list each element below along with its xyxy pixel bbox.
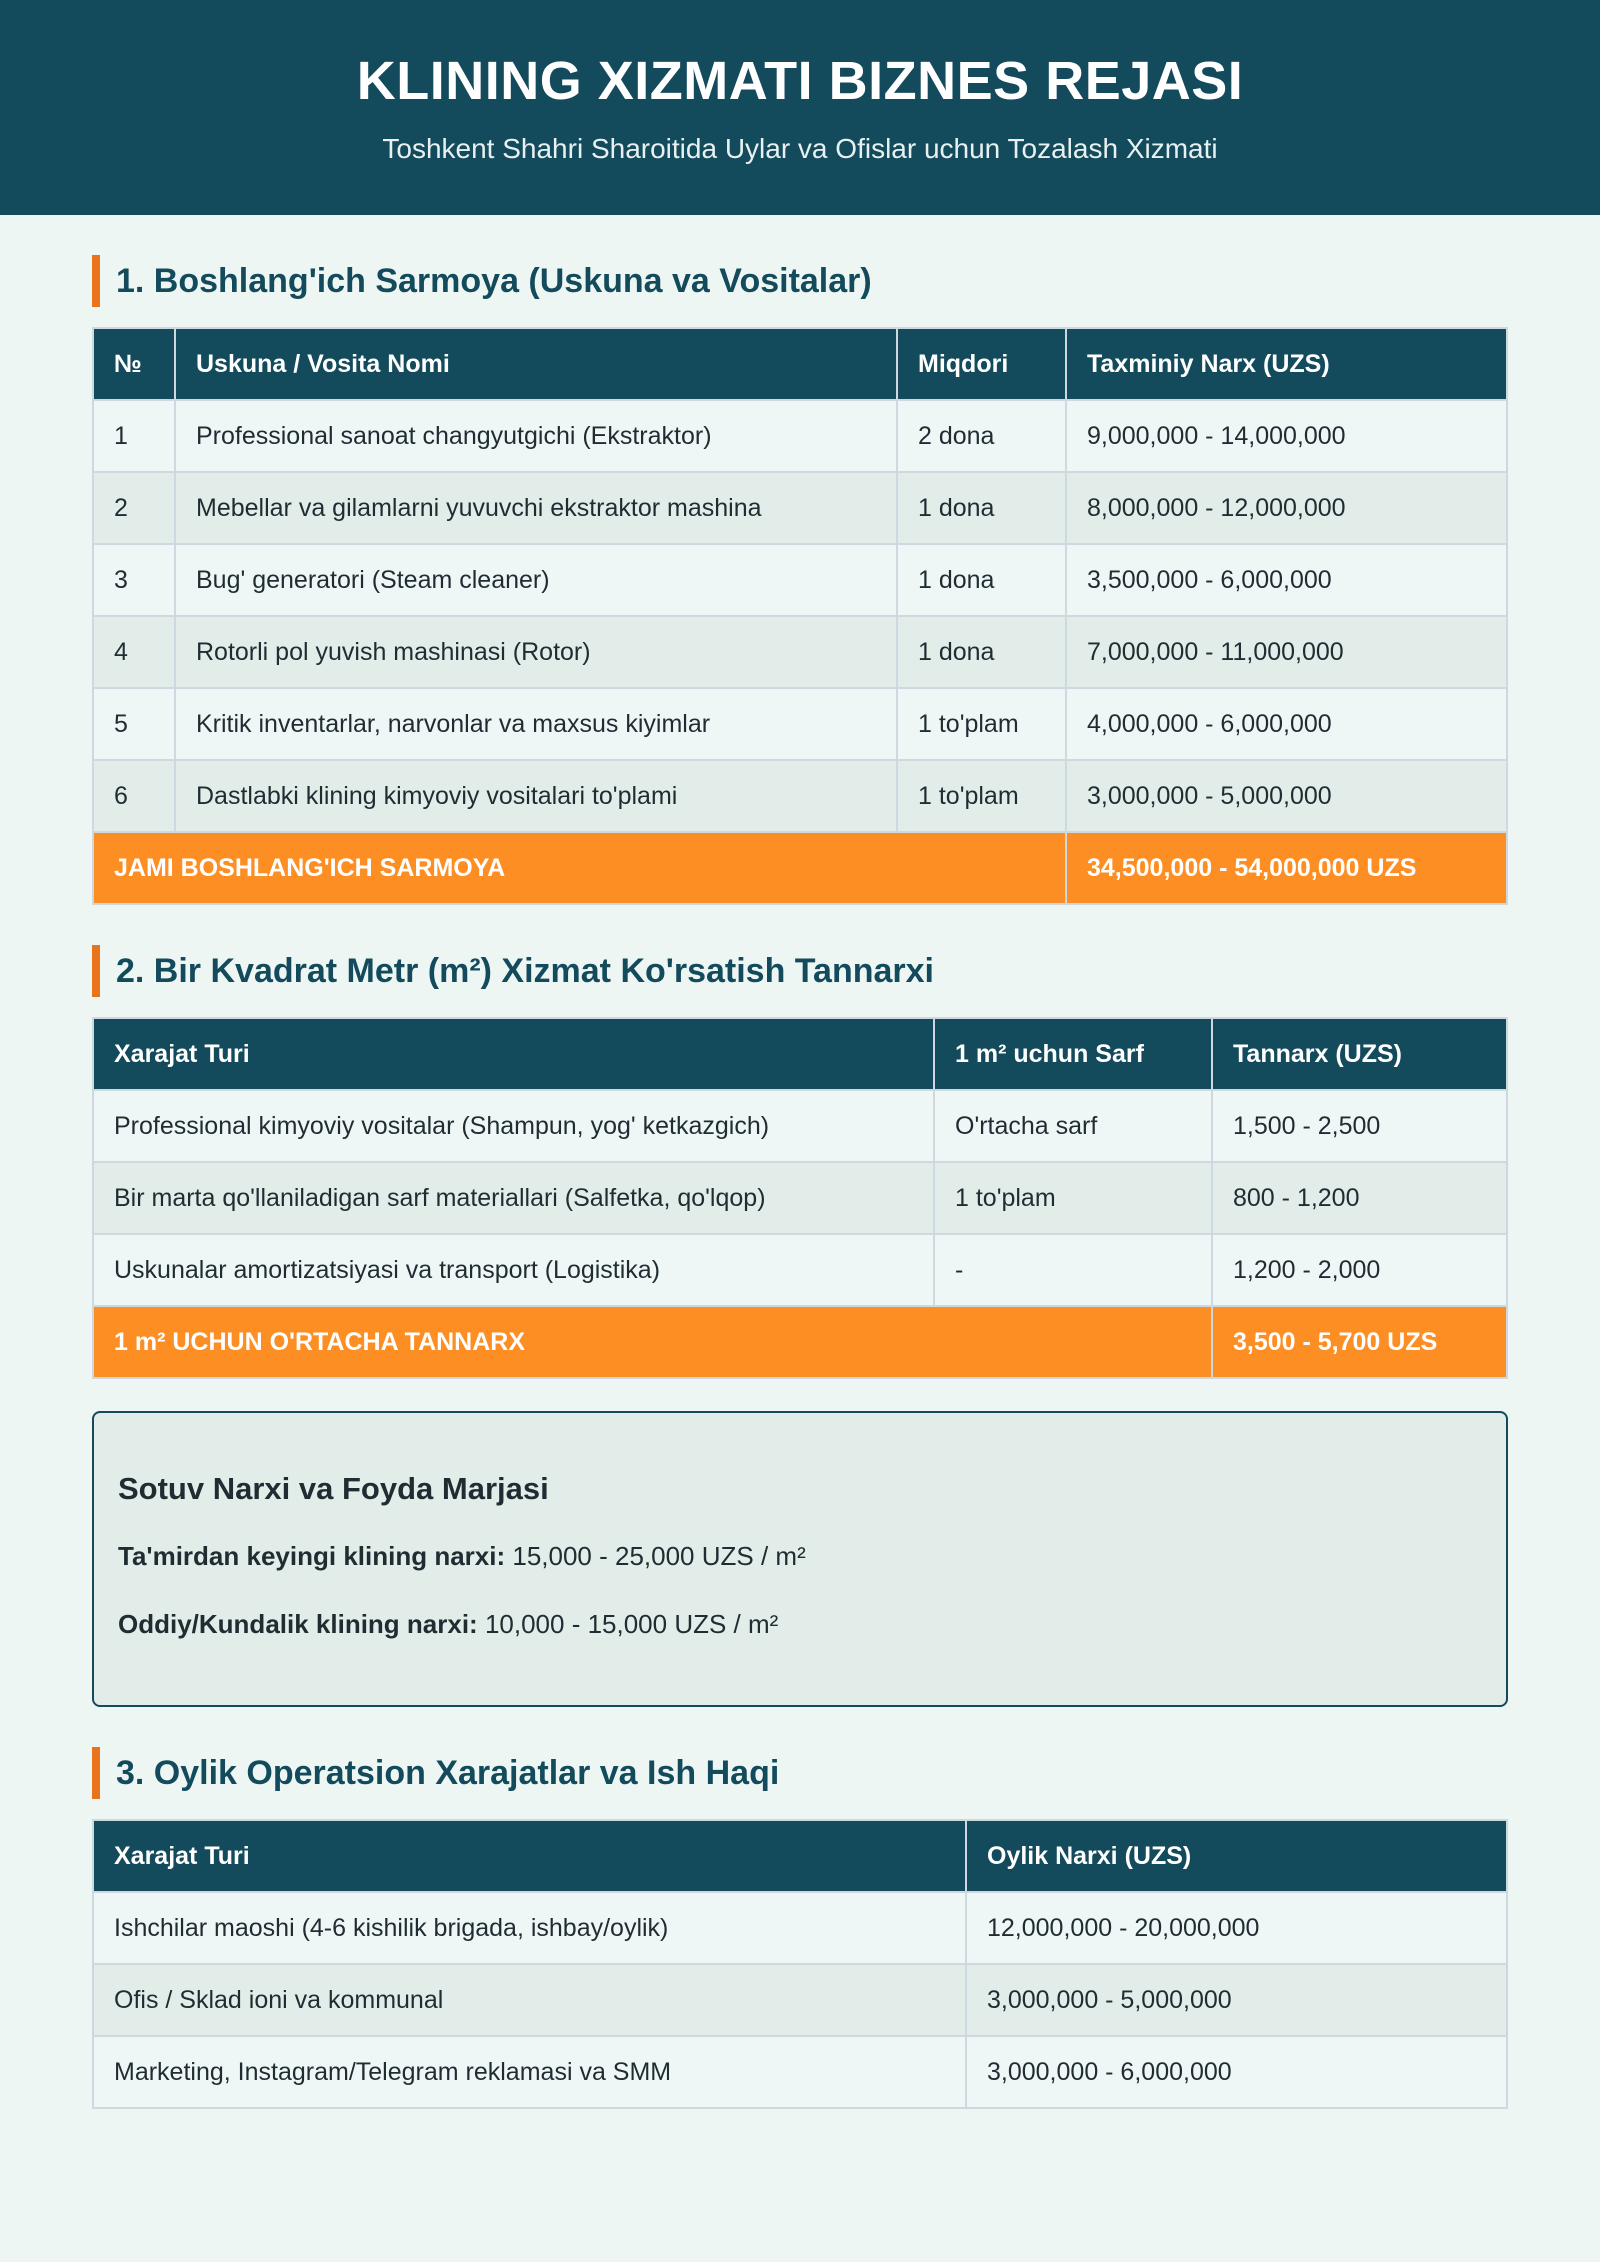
table-cell: Dastlabki klining kimyoviy vositalari to'plami: [175, 760, 897, 832]
table-cell: 1 dona: [897, 616, 1066, 688]
table-cell: -: [934, 1234, 1212, 1306]
table-cell: 1,200 - 2,000: [1212, 1234, 1507, 1306]
table-row: [93, 688, 1507, 760]
table-row: [93, 1234, 1507, 1306]
table-cell: Rotorli pol yuvish mashinasi (Rotor): [175, 616, 897, 688]
table-cell: 3,000,000 - 6,000,000: [966, 2036, 1507, 2108]
table-cell: 3,000,000 - 5,000,000: [966, 1964, 1507, 2036]
table-row: [93, 2036, 1507, 2108]
table-header-row: [93, 1018, 1507, 1090]
pricing-line-renovation: [118, 1539, 1482, 1573]
table-cell: 1: [93, 400, 175, 472]
unit-cost-table: [92, 1017, 1508, 1379]
total-value: 34,500,000 - 54,000,000 UZS: [1066, 832, 1507, 904]
table-row: [93, 760, 1507, 832]
table-row: [93, 544, 1507, 616]
table-cell: Professional sanoat changyutgichi (Ekstraktor): [175, 400, 897, 472]
total-label: 1 m² UCHUN O'RTACHA TANNARX: [93, 1306, 1212, 1378]
total-label: JAMI BOSHLANG'ICH SARMOYA: [93, 832, 1066, 904]
section-title-unit-cost: 2. Bir Kvadrat Metr (m²) Xizmat Ko'rsatish Tannarxi: [92, 945, 1508, 997]
table-cell: Marketing, Instagram/Telegram reklamasi va SMM: [93, 2036, 966, 2108]
table-cell: Ishchilar maoshi (4-6 kishilik brigada, ishbay/oylik): [93, 1892, 966, 1964]
pricing-value: 15,000 - 25,000 UZS / m²: [512, 1541, 806, 1571]
total-row: [93, 1306, 1507, 1378]
column-header: Miqdori: [897, 328, 1066, 400]
total-value: 3,500 - 5,700 UZS: [1212, 1306, 1507, 1378]
column-header: Tannarx (UZS): [1212, 1018, 1507, 1090]
page-header: [0, 0, 1600, 215]
table-cell: 1,500 - 2,500: [1212, 1090, 1507, 1162]
table-row: [93, 472, 1507, 544]
page-subtitle: Toshkent Shahri Sharoitida Uylar va Ofislar uchun Tozalash Xizmati: [382, 133, 1218, 164]
total-row: [93, 832, 1507, 904]
pricing-label: Oddiy/Kundalik klining narxi:: [118, 1609, 478, 1639]
table-cell: 1 to'plam: [897, 760, 1066, 832]
pricing-title: Sotuv Narxi va Foyda Marjasi: [118, 1471, 549, 1506]
section-title-investment: 1. Boshlang'ich Sarmoya (Uskuna va Vositalar): [92, 255, 1508, 307]
table-cell: 800 - 1,200: [1212, 1162, 1507, 1234]
main-content: [0, 255, 1600, 2109]
table-cell: Bug' generatori (Steam cleaner): [175, 544, 897, 616]
table-cell: 3,000,000 - 5,000,000: [1066, 760, 1507, 832]
table-row: [93, 1964, 1507, 2036]
table-cell: Uskunalar amortizatsiyasi va transport (Logistika): [93, 1234, 934, 1306]
table-cell: 5: [93, 688, 175, 760]
table-cell: 1 dona: [897, 472, 1066, 544]
table-cell: 7,000,000 - 11,000,000: [1066, 616, 1507, 688]
table-cell: Ofis / Sklad ioni va kommunal: [93, 1964, 966, 2036]
column-header: 1 m² uchun Sarf: [934, 1018, 1212, 1090]
column-header: №: [93, 328, 175, 400]
pricing-box: [92, 1411, 1508, 1707]
table-cell: 4: [93, 616, 175, 688]
column-header: Taxminiy Narx (UZS): [1066, 328, 1507, 400]
table-header-row: [93, 1820, 1507, 1892]
table-cell: 9,000,000 - 14,000,000: [1066, 400, 1507, 472]
table-row: [93, 616, 1507, 688]
table-header-row: [93, 328, 1507, 400]
page-title: KLINING XIZMATI BIZNES REJASI: [356, 51, 1244, 111]
pricing-label: Ta'mirdan keyingi klining narxi:: [118, 1541, 506, 1571]
table-cell: Professional kimyoviy vositalar (Shampun, yog' ketkazgich): [93, 1090, 934, 1162]
column-header: Uskuna / Vosita Nomi: [175, 328, 897, 400]
table-cell: 12,000,000 - 20,000,000: [966, 1892, 1507, 1964]
column-header: Xarajat Turi: [93, 1820, 966, 1892]
table-cell: 1 to'plam: [897, 688, 1066, 760]
table-cell: 1 dona: [897, 544, 1066, 616]
column-header: Oylik Narxi (UZS): [966, 1820, 1507, 1892]
table-row: [93, 400, 1507, 472]
column-header: Xarajat Turi: [93, 1018, 934, 1090]
section-title-monthly-costs: 3. Oylik Operatsion Xarajatlar va Ish Haqi: [92, 1747, 1508, 1799]
monthly-costs-table: [92, 1819, 1508, 2109]
table-cell: Mebellar va gilamlarni yuvuvchi ekstraktor mashina: [175, 472, 897, 544]
table-cell: Bir marta qo'llaniladigan sarf materiallari (Salfetka, qo'lqop): [93, 1162, 934, 1234]
table-cell: 3: [93, 544, 175, 616]
investment-table: [92, 327, 1508, 905]
table-cell: 2: [93, 472, 175, 544]
pricing-line-regular: [118, 1607, 1482, 1641]
table-cell: O'rtacha sarf: [934, 1090, 1212, 1162]
table-cell: 3,500,000 - 6,000,000: [1066, 544, 1507, 616]
pricing-value: 10,000 - 15,000 UZS / m²: [484, 1609, 779, 1639]
table-cell: 2 dona: [897, 400, 1066, 472]
table-row: [93, 1892, 1507, 1964]
table-row: [93, 1090, 1507, 1162]
table-cell: 4,000,000 - 6,000,000: [1066, 688, 1507, 760]
table-cell: 1 to'plam: [934, 1162, 1212, 1234]
table-cell: 8,000,000 - 12,000,000: [1066, 472, 1507, 544]
table-row: [93, 1162, 1507, 1234]
table-cell: 6: [93, 760, 175, 832]
table-cell: Kritik inventarlar, narvonlar va maxsus kiyimlar: [175, 688, 897, 760]
